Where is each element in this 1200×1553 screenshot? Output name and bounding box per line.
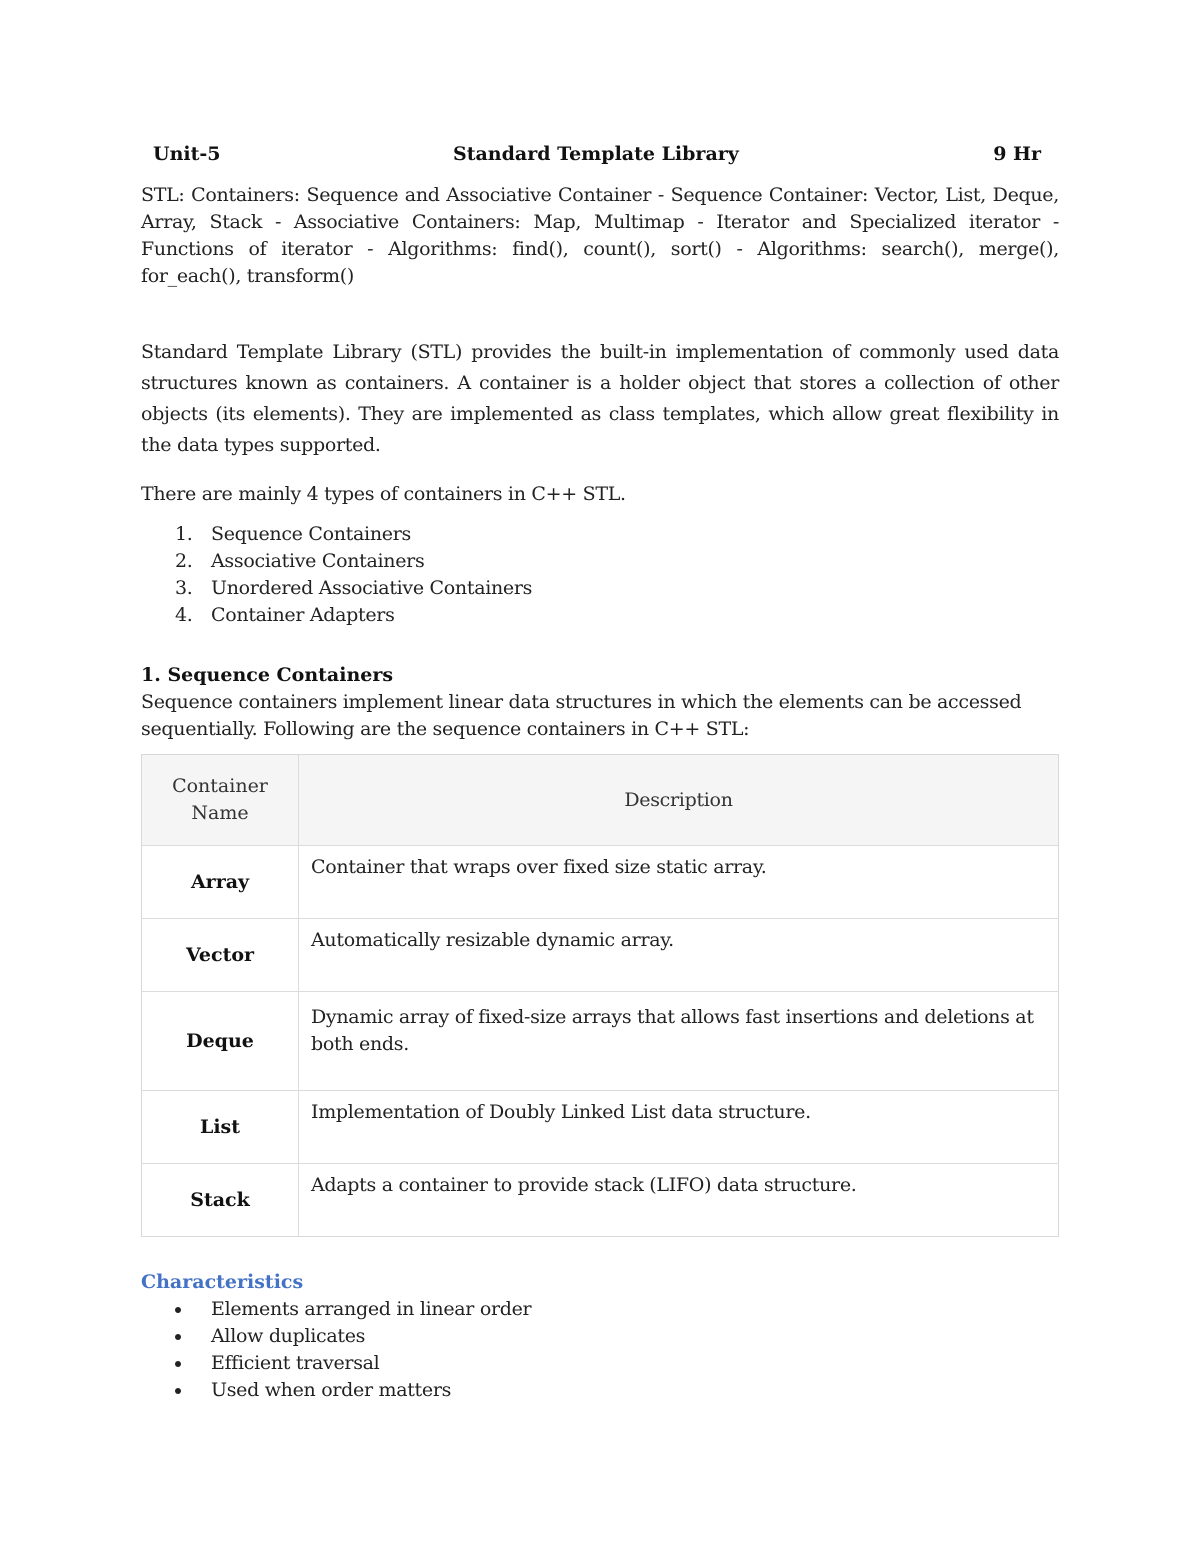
list-item-label: Allow duplicates bbox=[211, 1325, 366, 1347]
container-name: Array bbox=[142, 846, 299, 918]
characteristics-heading: Characteristics bbox=[141, 1271, 304, 1293]
list-item bbox=[175, 1350, 531, 1377]
section-description: Sequence containers implement linear data structures in which the elements can be accessed sequentially. Following are the sequence containers in C++ STL: bbox=[141, 691, 1022, 740]
types-intro: There are mainly 4 types of containers in C++ STL. bbox=[141, 483, 626, 505]
container-description: Container that wraps over fixed size static array. bbox=[311, 856, 767, 878]
unit-hours: 9 Hr bbox=[993, 143, 1041, 165]
list-item-label: Efficient traversal bbox=[211, 1352, 380, 1374]
list-item-label: Used when order matters bbox=[211, 1379, 452, 1401]
list-item bbox=[175, 548, 532, 575]
list-item-label: Associative Containers bbox=[211, 550, 425, 572]
container-name: List bbox=[142, 1091, 299, 1163]
bullet-icon bbox=[175, 1307, 181, 1313]
container-name: Deque bbox=[142, 992, 299, 1090]
container-description: Automatically resizable dynamic array. bbox=[311, 929, 674, 951]
container-types-list bbox=[175, 521, 532, 629]
unit-header bbox=[153, 143, 1041, 171]
table-row bbox=[142, 1091, 1058, 1164]
container-name: Stack bbox=[142, 1164, 299, 1236]
syllabus-paragraph: STL: Containers: Sequence and Associative Container - Sequence Container: Vector, List, Deque, Array, Stack - Associative Containers: Map, Multimap - Iterator and Specialized iterator - Functions of iterator - Algorithms: find(), count(), sort() - Algorithms: search(), merge(), for_each(), transform() bbox=[141, 184, 1059, 287]
list-item bbox=[175, 602, 532, 629]
list-number: 2. bbox=[175, 550, 193, 572]
container-name: Vector bbox=[142, 919, 299, 991]
table-row bbox=[142, 992, 1058, 1091]
list-item-label: Elements arranged in linear order bbox=[211, 1298, 532, 1320]
list-item bbox=[175, 575, 532, 602]
list-number: 1. bbox=[175, 523, 193, 545]
list-item-label: Container Adapters bbox=[211, 604, 395, 626]
list-item bbox=[175, 1323, 531, 1350]
section-heading: 1. Sequence Containers bbox=[141, 664, 394, 686]
intro-paragraph: Standard Template Library (STL) provides the built-in implementation of commonly used data structures known as containers. A container is a holder object that stores a collection of other objects (its elements). They are implemented as class templates, which allow great flexibility in the data types supported. bbox=[141, 341, 1059, 456]
table-row bbox=[142, 846, 1058, 919]
table-row bbox=[142, 1164, 1058, 1236]
container-description: Dynamic array of fixed-size arrays that allows fast insertions and deletions at both ends. bbox=[311, 1006, 1034, 1055]
bullet-icon bbox=[175, 1361, 181, 1367]
characteristics-list bbox=[175, 1296, 531, 1404]
unit-number: Unit-5 bbox=[153, 143, 221, 165]
header-cell-name: Container Name bbox=[142, 755, 299, 845]
unit-title: Standard Template Library bbox=[453, 143, 739, 165]
list-number: 4. bbox=[175, 604, 193, 626]
table-row bbox=[142, 919, 1058, 992]
bullet-icon bbox=[175, 1334, 181, 1340]
list-item bbox=[175, 1377, 531, 1404]
list-item bbox=[175, 521, 532, 548]
container-description: Adapts a container to provide stack (LIFO) data structure. bbox=[311, 1174, 857, 1196]
list-item-label: Sequence Containers bbox=[211, 523, 411, 545]
table-header-row bbox=[142, 755, 1058, 846]
sequence-containers-table bbox=[141, 754, 1059, 1237]
list-item-label: Unordered Associative Containers bbox=[211, 577, 533, 599]
bullet-icon bbox=[175, 1388, 181, 1394]
container-description: Implementation of Doubly Linked List data structure. bbox=[311, 1101, 811, 1123]
list-number: 3. bbox=[175, 577, 193, 599]
list-item bbox=[175, 1296, 531, 1323]
header-cell-description: Description bbox=[624, 788, 733, 811]
